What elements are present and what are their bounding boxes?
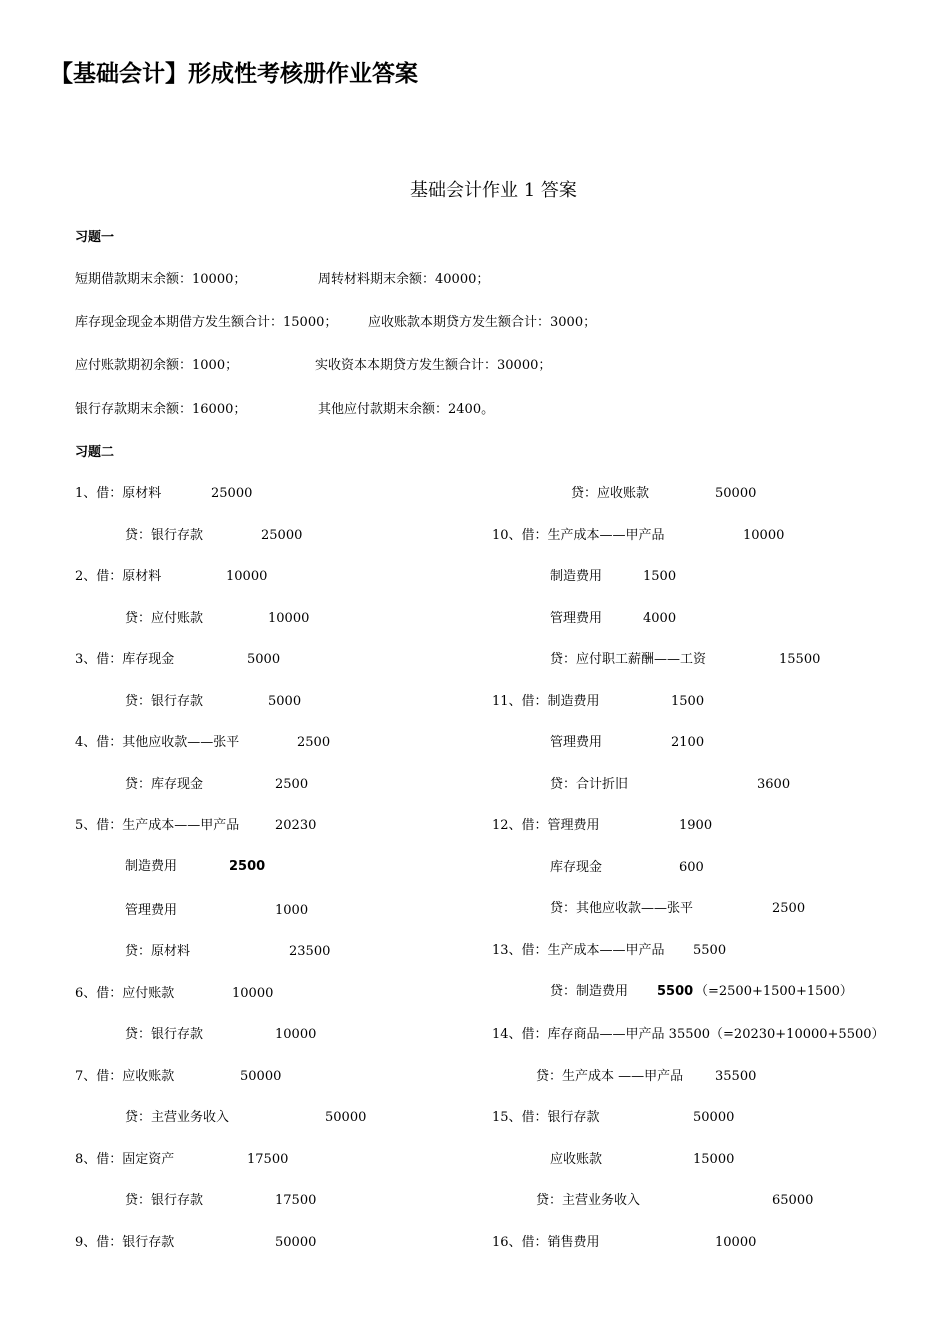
journal-entry-amount: 1500 bbox=[643, 569, 677, 584]
journal-entry-amount: 25000 bbox=[261, 528, 303, 543]
journal-entry-label: 11、借：制造费用 bbox=[492, 694, 600, 709]
journal-entry-label: 贷：主营业务收入 bbox=[125, 1110, 230, 1125]
journal-entry-label: 9、借：银行存款 bbox=[75, 1235, 175, 1250]
journal-entry-label: 1、借：原材料 bbox=[75, 486, 162, 501]
exercise-1-line: 银行存款期末余额：16000； bbox=[75, 402, 247, 417]
journal-entry-amount: 15000 bbox=[693, 1152, 735, 1167]
journal-entry-amount: 5500 bbox=[657, 984, 694, 999]
journal-entry-amount: 4000 bbox=[643, 611, 677, 626]
exercise-1-line: 应收账款本期贷方发生额合计：3000； bbox=[368, 315, 597, 330]
journal-entry-label: 贷：应付账款 bbox=[125, 611, 204, 626]
journal-entry-amount: 17500 bbox=[247, 1152, 289, 1167]
journal-entry-label: 13、借：生产成本——甲产品 bbox=[492, 943, 665, 958]
journal-entry-label: 贷：应收账款 bbox=[571, 486, 650, 501]
journal-entry-label: 贷：其他应收款——张平 bbox=[550, 901, 694, 916]
exercise-1-line: 应付账款期初余额：1000； bbox=[75, 358, 239, 373]
journal-entry-label: 6、借：应付账款 bbox=[75, 986, 175, 1001]
journal-entry-label: 7、借：应收账款 bbox=[75, 1069, 175, 1084]
journal-entry-amount: 600 bbox=[679, 860, 704, 875]
exercise-1-line: 周转材料期末余额：40000； bbox=[318, 272, 490, 287]
journal-entry-label: 贷：制造费用 bbox=[550, 984, 629, 999]
journal-entry-amount: 25000 bbox=[211, 486, 253, 501]
journal-entry-label: 5、借：生产成本——甲产品 bbox=[75, 818, 240, 833]
journal-entry-label: 贷：生产成本 ——甲产品 bbox=[536, 1069, 684, 1084]
journal-entry-amount: 3600 bbox=[757, 777, 791, 792]
journal-entry-label: 制造费用 bbox=[125, 859, 178, 874]
journal-entry-label: 16、借：销售费用 bbox=[492, 1235, 600, 1250]
journal-entry-amount: 5000 bbox=[247, 652, 281, 667]
exercise-1-heading: 习题一 bbox=[75, 230, 115, 245]
journal-entry-label: 10、借：生产成本——甲产品 bbox=[492, 528, 665, 543]
journal-entry-amount: 1000 bbox=[275, 903, 309, 918]
exercise-2-heading: 习题二 bbox=[75, 445, 115, 460]
journal-entry-label: 贷：应付职工薪酬——工资 bbox=[550, 652, 707, 667]
journal-entry-label: 管理费用 bbox=[125, 903, 178, 918]
journal-entry-amount: 50000 bbox=[275, 1235, 317, 1250]
journal-entry-amount: 2500 bbox=[297, 735, 331, 750]
journal-entry-amount: 2500 bbox=[275, 777, 309, 792]
journal-entry-label: 应收账款 bbox=[550, 1152, 603, 1167]
journal-entry-label: 制造费用 bbox=[550, 569, 603, 584]
journal-entry-amount: 10000 bbox=[232, 986, 274, 1001]
journal-entry-amount: 5000 bbox=[268, 694, 302, 709]
journal-entry-amount: 10000 bbox=[268, 611, 310, 626]
journal-entry-amount: 20230 bbox=[275, 818, 317, 833]
journal-entry-label: 8、借：固定资产 bbox=[75, 1152, 175, 1167]
journal-entry-amount: 10000 bbox=[743, 528, 785, 543]
journal-entry-amount: 50000 bbox=[240, 1069, 282, 1084]
journal-entry-amount: 1500 bbox=[671, 694, 705, 709]
exercise-1-line: 库存现金现金本期借方发生额合计：15000； bbox=[75, 315, 338, 330]
journal-entry-amount: 65000 bbox=[772, 1193, 814, 1208]
journal-entry-amount: 10000 bbox=[226, 569, 268, 584]
journal-entry-label: 贷：银行存款 bbox=[125, 528, 204, 543]
exercise-1-line: 实收资本本期贷方发生额合计：30000； bbox=[315, 358, 552, 373]
journal-entry-amount: 35500 bbox=[715, 1069, 757, 1084]
journal-entry-amount: 5500 bbox=[693, 943, 727, 958]
exercise-1-line: 其他应付款期末余额：2400。 bbox=[318, 402, 495, 417]
journal-entry-amount: 2500 bbox=[772, 901, 806, 916]
journal-entry-label: 管理费用 bbox=[550, 611, 603, 626]
journal-entry-label: 12、借：管理费用 bbox=[492, 818, 600, 833]
document-title: 【基础会计】形成性考核册作业答案 bbox=[50, 61, 418, 87]
journal-entry-amount: 1900 bbox=[679, 818, 713, 833]
journal-entry-label: 4、借：其他应收款——张平 bbox=[75, 735, 240, 750]
journal-entry-amount: 17500 bbox=[275, 1193, 317, 1208]
journal-entry-amount: 2500 bbox=[229, 859, 266, 874]
journal-entry-amount: 10000 bbox=[715, 1235, 757, 1250]
journal-entry-amount: 2100 bbox=[671, 735, 705, 750]
journal-entry-note: （=2500+1500+1500） bbox=[695, 984, 853, 999]
journal-entry-label: 贷：银行存款 bbox=[125, 1193, 204, 1208]
journal-entry-amount: 50000 bbox=[715, 486, 757, 501]
assignment-subtitle: 基础会计作业 1 答案 bbox=[410, 180, 577, 201]
journal-entry-amount: 15500 bbox=[779, 652, 821, 667]
journal-entry-amount: 23500 bbox=[289, 944, 331, 959]
exercise-1-line: 短期借款期末余额：10000； bbox=[75, 272, 247, 287]
journal-entry-amount: 10000 bbox=[275, 1027, 317, 1042]
journal-entry-label: 3、借：库存现金 bbox=[75, 652, 175, 667]
journal-entry-label: 15、借：银行存款 bbox=[492, 1110, 600, 1125]
journal-entry-label: 贷：库存现金 bbox=[125, 777, 204, 792]
journal-entry-label: 2、借：原材料 bbox=[75, 569, 162, 584]
journal-entry-amount: 50000 bbox=[693, 1110, 735, 1125]
journal-entry-amount: 50000 bbox=[325, 1110, 367, 1125]
journal-entry-label: 贷：主营业务收入 bbox=[536, 1193, 641, 1208]
journal-entry-label: 14、借：库存商品——甲产品 35500（=20230+10000+5500） bbox=[492, 1027, 885, 1042]
journal-entry-label: 贷：银行存款 bbox=[125, 694, 204, 709]
journal-entry-label: 贷：合计折旧 bbox=[550, 777, 629, 792]
journal-entry-label: 贷：原材料 bbox=[125, 944, 191, 959]
journal-entry-label: 贷：银行存款 bbox=[125, 1027, 204, 1042]
journal-entry-label: 库存现金 bbox=[550, 860, 603, 875]
journal-entry-label: 管理费用 bbox=[550, 735, 603, 750]
